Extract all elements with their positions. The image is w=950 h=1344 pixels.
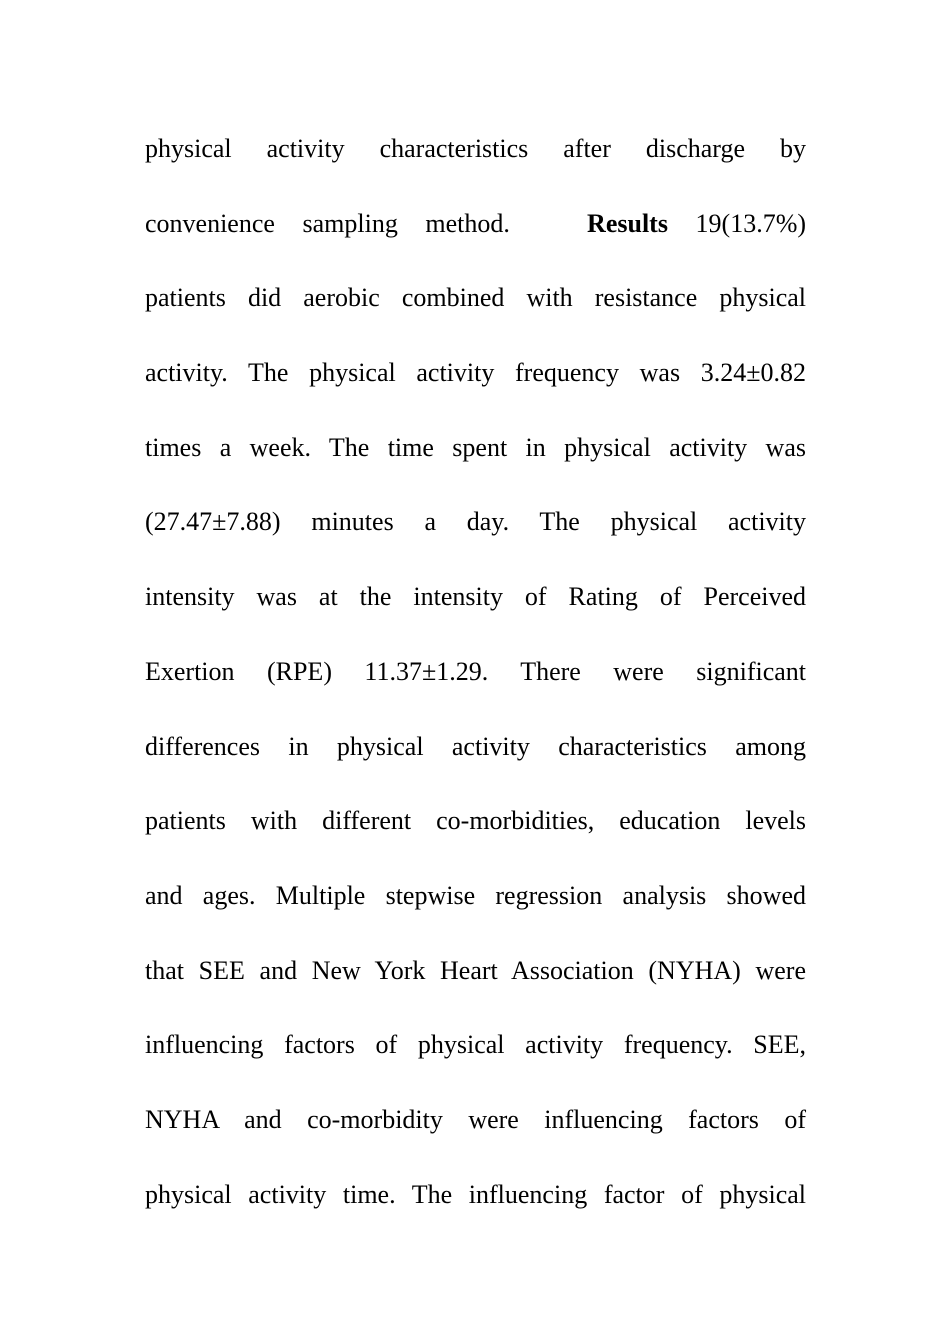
text-line: NYHA and co-morbidity were influencing factors of (145, 1104, 806, 1134)
text-line: differences in physical activity characteristics among (145, 731, 806, 761)
text-line: activity. The physical activity frequency was 3.24±0.82 (145, 358, 806, 388)
text-line: physical activity time. The influencing factor of physical (145, 1179, 806, 1209)
text-line-with-heading (145, 187, 806, 262)
text-line: patients did aerobic combined with resistance physical (145, 283, 806, 313)
text-fragment: convenience sampling method. (145, 208, 510, 238)
text-line: (27.47±7.88) minutes a day. The physical activity (145, 507, 806, 537)
text-line: physical activity characteristics after discharge by (145, 134, 806, 163)
text-line: and ages. Multiple stepwise regression analysis showed (145, 880, 806, 910)
text-line: patients with different co-morbidities, education levels (145, 806, 806, 836)
text-line: Exertion (RPE) 11.37±1.29. There were significant (145, 656, 806, 686)
results-value: 19(13.7%) (695, 208, 807, 238)
abstract-paragraph (145, 112, 806, 1232)
results-heading: Results (587, 208, 668, 238)
text-line: intensity was at the intensity of Rating of Perceived (145, 582, 806, 612)
text-line: that SEE and New York Heart Association (NYHA) were (145, 955, 806, 985)
text-line: times a week. The time spent in physical activity was (145, 432, 806, 462)
text-line: influencing factors of physical activity frequency. SEE, (145, 1030, 806, 1060)
